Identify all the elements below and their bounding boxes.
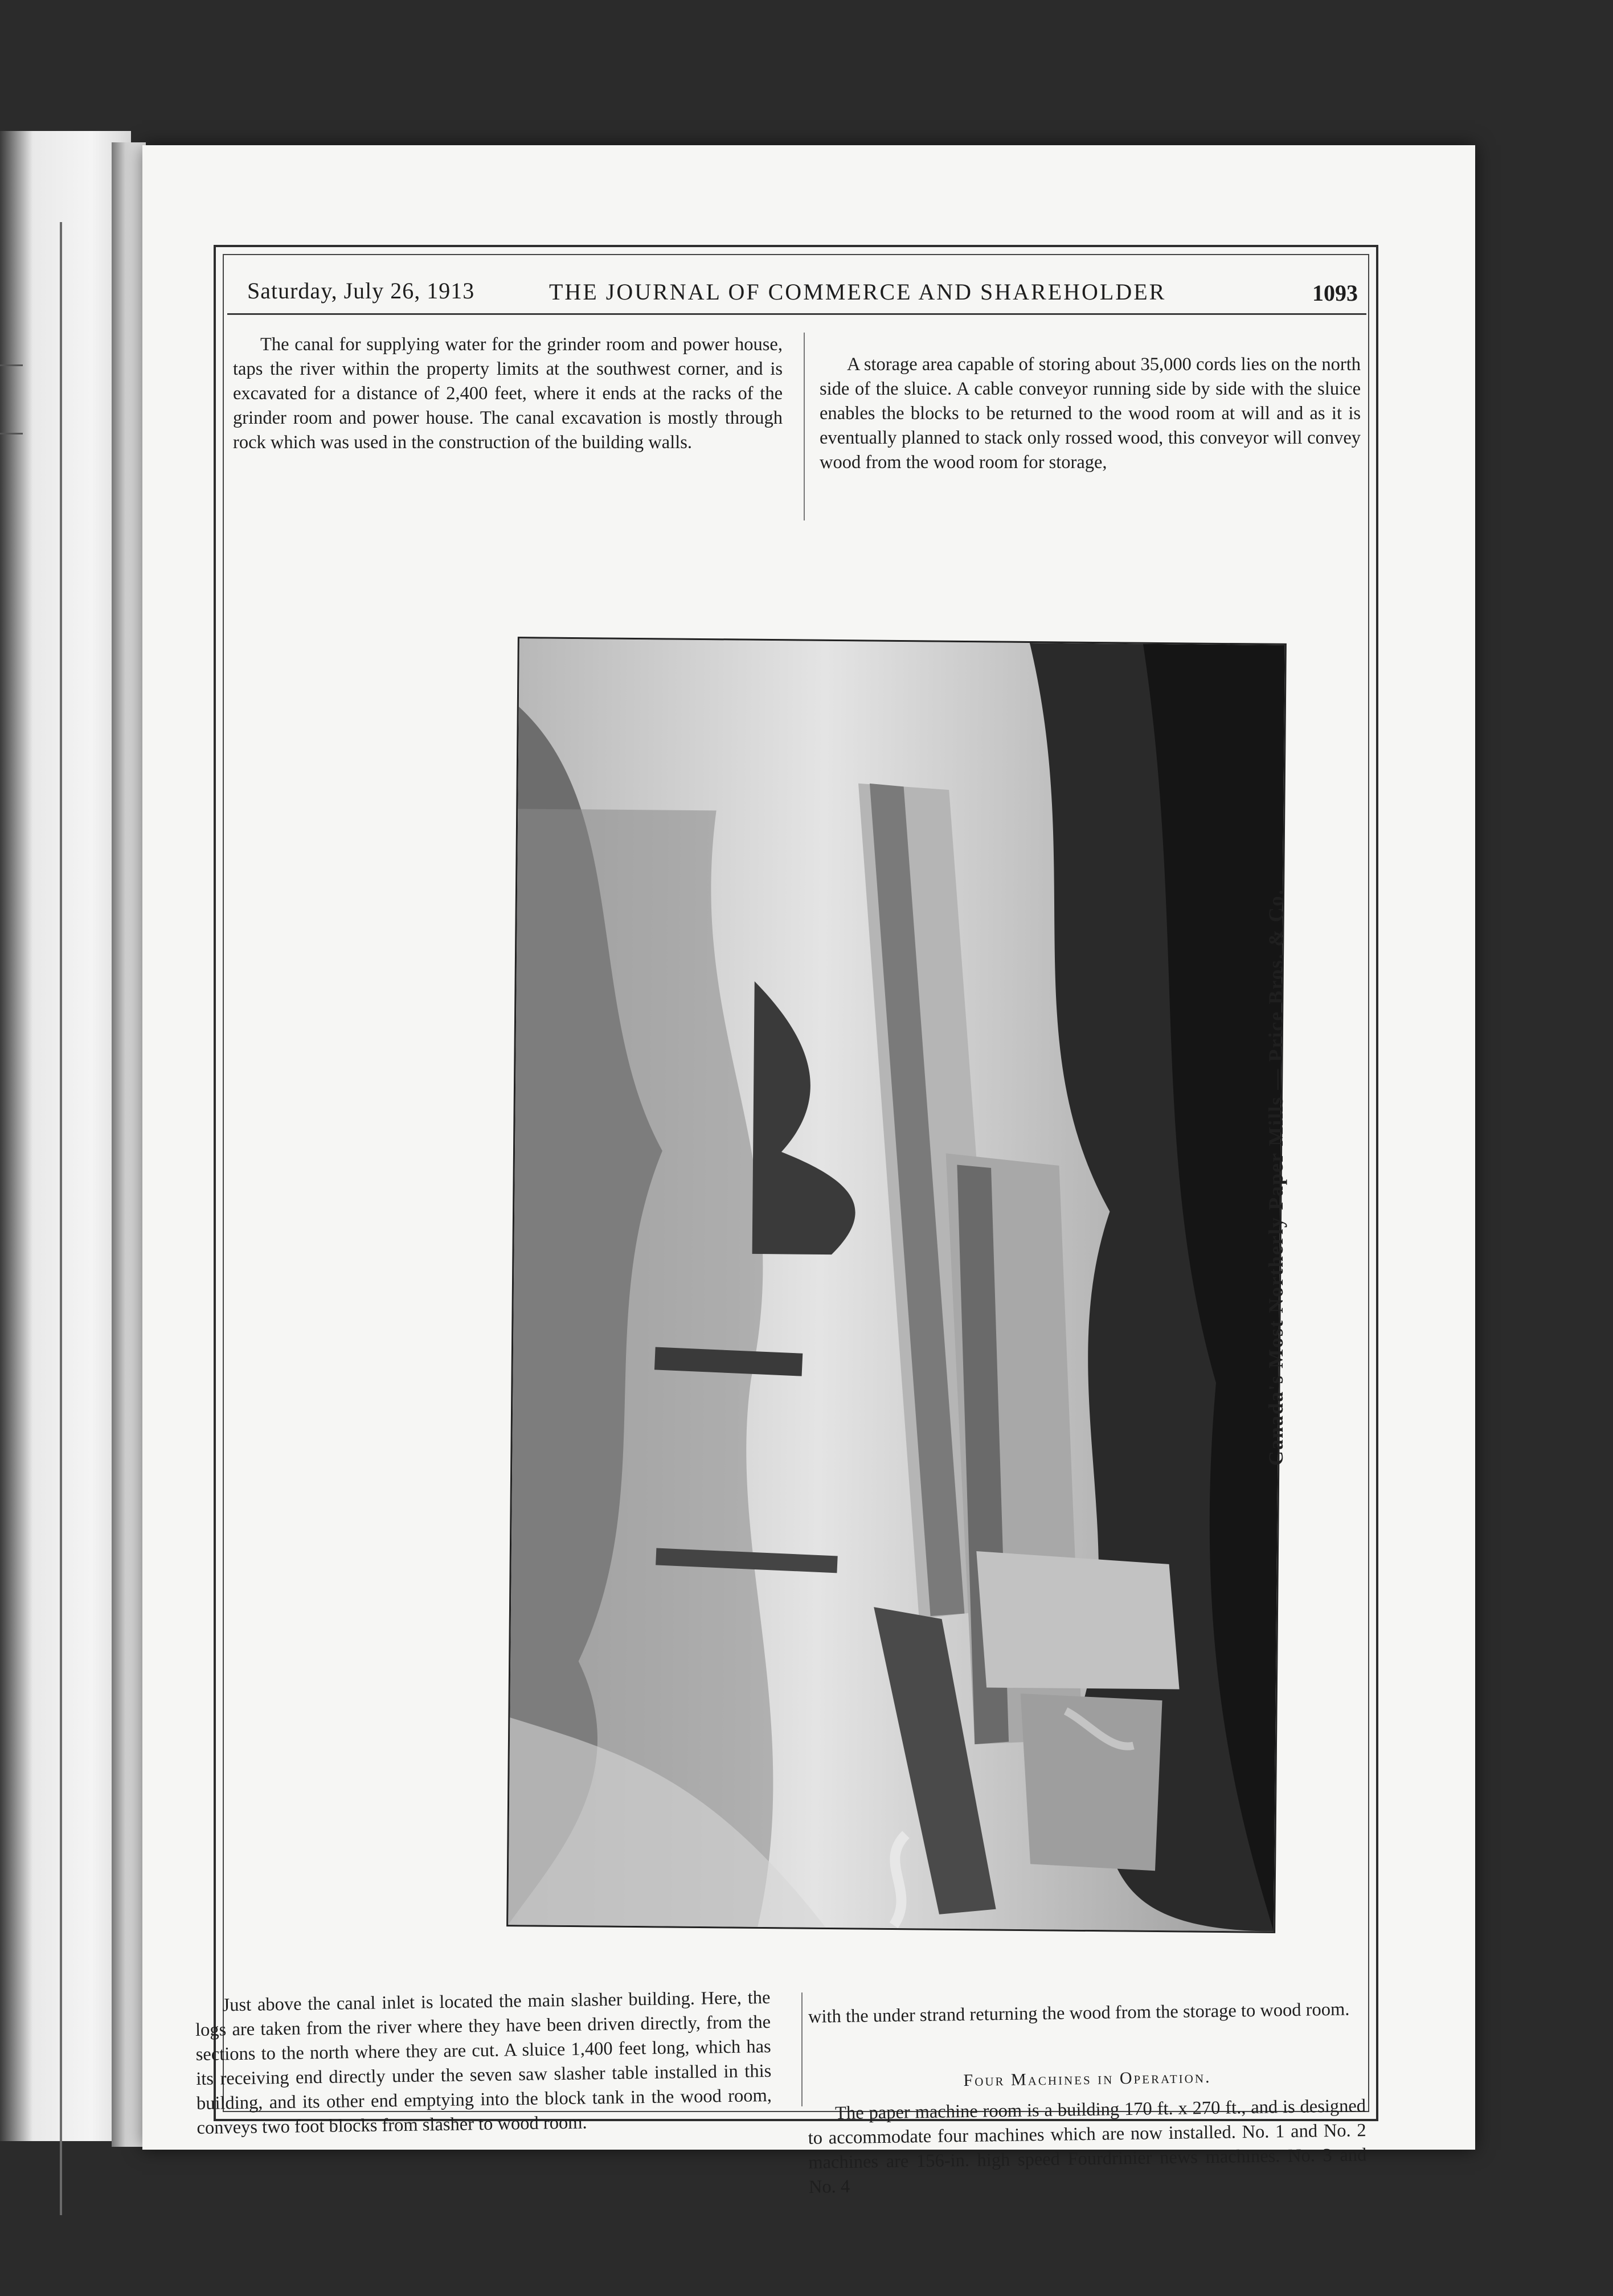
paragraph-storage-area: A storage area capable of storing about 35,000 cords lies on the north side of the sluice. A cable conveyor running side by side with the sluice enables the blocks to be returned to the wood room at will and as it is eventually planned to stack only rossed wood, this conveyor will convey wood from the wood room for storage, [820,354,1361,473]
journal-page [142,145,1475,2197]
paragraph-paper-machine-room: The paper machine room is a building 170 ft. x 270 ft., and is designed to accommodate four machines which are now installed. No. 1 and No. 2 machines are 156-in. high speed Fourdrinier news machines. No. 3 and No. 4 [808,2096,1367,2197]
journal-title: THE JOURNAL OF COMMERCE AND SHAREHOLDER [549,279,1166,305]
paragraph-canal: The canal for supplying water for the grinder room and power house, taps the river within the property limits at the southwest corner, and is excavated for a distance of 2,400 feet, where it ends at the racks of the grinder room and power house. The canal excavation is mostly through rock which was used in the construction of the building walls. [233,334,783,453]
issue-date: Saturday, July 26, 1913 [247,278,475,304]
mill-photo-image [508,638,1285,1932]
paragraph-under-strand: with the under strand returning the wood from the storage to wood room. [808,1999,1350,2027]
section-heading: Four Machines in Operation. [963,2067,1211,2090]
page-number: 1093 [1312,280,1358,306]
column-divider-bottom [801,1992,803,2106]
running-header [247,267,1375,313]
paragraph-slasher-building: Just above the canal inlet is located the main slasher building. Here, the logs are taken from the river where they have been driven directly, from the sections to the north where they are cut. A sluice 1,400 feet long, which has its receiving end directly under the seven saw slasher table installed in this building, and its other end emptying into the block tank in the wood room, conveys two foot blocks from slasher to wood room. [195,1987,772,2139]
mill-photograph [506,637,1287,1933]
book-gutter [112,142,146,2147]
page-border [195,245,1378,2197]
figure-caption: Canada's Most Northerly Paper Mills — Price Bros. & Co. [1264,888,1287,1466]
column-divider-top [804,333,805,520]
header-rule [227,313,1366,315]
